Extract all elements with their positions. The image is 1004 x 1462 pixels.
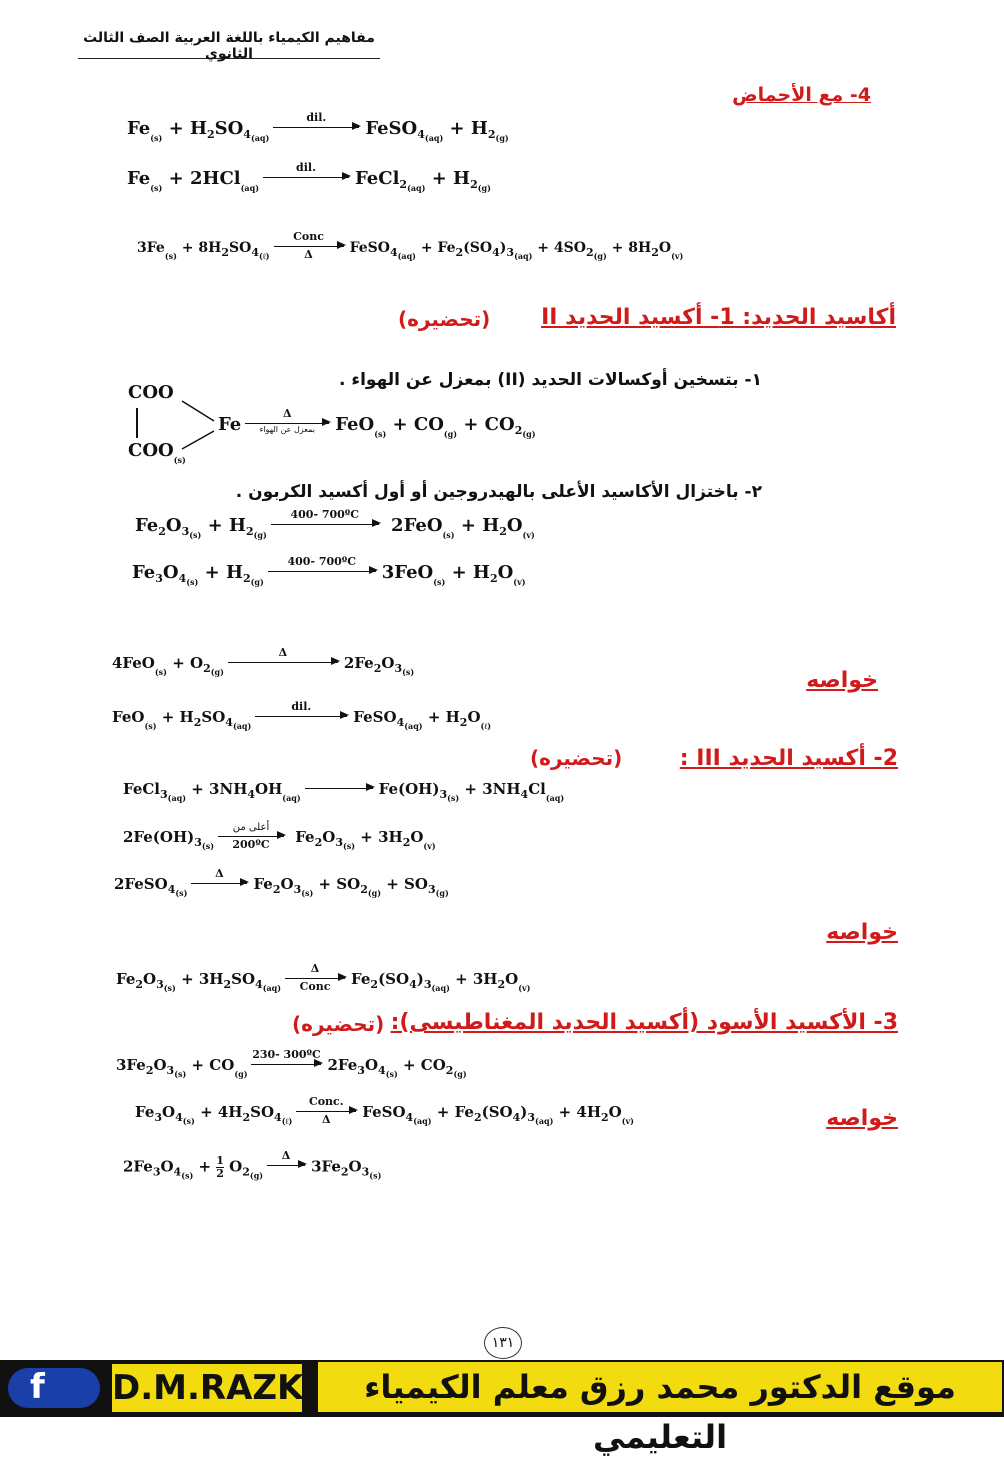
equation-fe3o4-o2: $2Fe_3O_{4(s)}$ + $\frac{1}{2}$ $O_{2(g)}$ Δ $3Fe_2O_{3(s)}$ — [123, 1149, 382, 1181]
equation-fe2o3-h2: $Fe_2O_{3(s)} + H_{2(g)}$ 400- 700ºC $2FeO_{(s)} + H_2O_{(v)}$ — [135, 507, 535, 540]
equation-oxalate: Fe Δ بمعزل عن الهواء $FeO_{(s)} + CO_{(g)} + CO_{2(g)}$ — [218, 406, 536, 439]
equation-fe3o4-h2so4: $Fe_3O_{4(s)} + 4H_2SO_{4(\ell)}$ Conc. Δ FeSO$_{4(aq)}$ + $Fe_2(SO_4)_{3(aq)} + 4H_2O_{(v)}$ — [135, 1094, 634, 1126]
page-number: ١٣١ — [484, 1327, 522, 1359]
prep-label-3: (تحضيره) — [292, 1012, 385, 1036]
equation-feo-h2so4: $FeO_{(s)} + H_2SO_{4(aq)}$ dil. FeSO$_{4(aq)}$ + $H_2O_{(\ell)}$ — [112, 699, 492, 731]
oxide2-heading: 2- أكسيد الحديد III : — [679, 746, 898, 771]
facebook-letter: f — [30, 1367, 45, 1407]
equation-fe2o3-co: $3Fe_2O_{3(s)} + CO_{(g)}$ 230- 300ºC $2Fe_3O_{4(s)} + CO_{2(g)}$ — [116, 1047, 467, 1079]
props-label-3: خواصه — [826, 1106, 898, 1131]
equation-feoh3-heat: $2Fe(OH)_{3(s)}$ أعلى من 200ºC $Fe_2O_{3(s)} + 3H_2O_{(v)}$ — [123, 821, 436, 851]
iron-oxides-heading: أكاسيد الحديد: 1- أكسيد الحديد II — [541, 305, 896, 330]
oxalate-top: COO — [128, 382, 174, 403]
prep1-item1: ١- بتسخين أوكسالات الحديد (II) بمعزل عن الهواء . — [339, 370, 762, 390]
oxalate-bracket — [180, 395, 220, 455]
oxalate-bottom: $COO_{(s)}$ — [128, 440, 186, 465]
props-label-2: خواصه — [826, 920, 898, 945]
prep-label-1: (تحضيره) — [398, 307, 491, 331]
equation-fe-hcl: $Fe_{(s)} + 2HCl_{(aq)}$ dil. FeCl$_{2(aq)}$ + $H_{2(g)}$ — [127, 160, 491, 193]
prep1-item2: ٢- باختزال الأكاسيد الأعلى بالهيدروجين أو أول أكسيد الكربون . — [235, 482, 762, 502]
page-header: مفاهيم الكيمياء باللغة العربية الصف الثالث الثانوي — [78, 30, 380, 59]
props-label-1: خواصه — [806, 668, 878, 693]
equation-fe3o4-h2: $Fe_3O_{4(s)} + H_{2(g)}$ 400- 700ºC $3FeO_{(s)} + H_2O_{(v)}$ — [132, 554, 526, 587]
equation-fe-conc-h2so4: $3Fe_{(s)} + 8H_2SO_{4(\ell)}$ Conc Δ FeSO$_{4(aq)}$ + $Fe_2(SO_4)_{3(aq)} + 4SO_{2(g)} + 8H_2O_{(v)}$ — [137, 229, 684, 261]
oxalate-bond — [136, 408, 138, 438]
facebook-icon[interactable] — [8, 1368, 100, 1408]
equation-fecl3-nh4oh: FeCl$_{3(aq)}$ + $3NH_4OH_{(aq)}$ $Fe(OH)_{3(s)} + 3NH_4Cl_{(aq)}$ — [123, 780, 565, 803]
equation-fe-h2so4: $Fe_{(s)} + H_2SO_{4(aq)}$ dil. FeSO$_{4(aq)}$ + $H_{2(g)}$ — [127, 110, 509, 143]
equation-fe2o3-h2so4: $Fe_2O_{3(s)} + 3H_2SO_{4(aq)}$ Δ Conc $Fe_2(SO_4)_{3(aq)} + 3H_2O_{(v)}$ — [116, 961, 531, 993]
prep-label-2: (تحضيره) — [530, 746, 623, 770]
oxide3-heading: 3- الأكسيد الأسود (أكسيد الحديد المغناطيسى): — [390, 1010, 898, 1035]
equation-feso4-heat: 2FeSO$_{4(s)}$ Δ $Fe_2O_{3(s)} + SO_{2(g)} + SO_{3(g)}$ — [114, 866, 449, 898]
acids-heading: 4- مع الأحماض — [732, 84, 871, 106]
footer-site-text: موقع الدكتور محمد رزق معلم الكيمياء التعليمي — [318, 1362, 1002, 1412]
equation-feo-o2: $4FeO_{(s)} + O_{2(g)}$ Δ $2Fe_2O_{3(s)}$ — [112, 645, 415, 677]
brand-logo: D.M.RAZK — [112, 1364, 302, 1412]
